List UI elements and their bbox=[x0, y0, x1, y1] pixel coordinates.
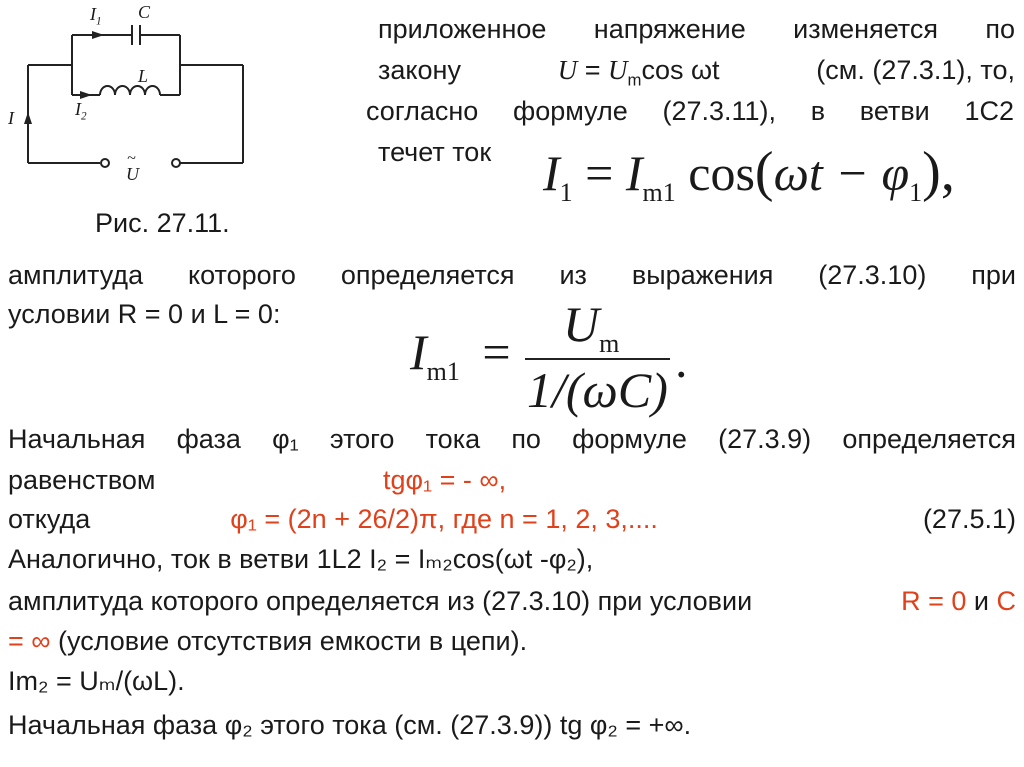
formula-im1-tail: . bbox=[675, 332, 688, 388]
label-i2: $I_2$ bbox=[75, 99, 87, 123]
para1-line1: приложенное напряжение изменяется по bbox=[378, 14, 1015, 44]
formula-im1: $I_{m1}$ = bbox=[410, 324, 511, 386]
para3-line5: амплитуда которого определяется из (27.3.10) при условии R = 0 и C bbox=[8, 586, 1016, 616]
para3-line3: откуда φ₁ = (2n + 26/2)π, где n = 1, 2, 3,.... (27.5.1) bbox=[8, 504, 1016, 534]
para1-line2: закону $U = U_m\cos$ ωt (см. (27.3.1), то, bbox=[378, 55, 1015, 90]
label-i: I bbox=[8, 108, 14, 128]
para2-line2: условии R = 0 и L = 0: bbox=[8, 299, 281, 329]
label-l: L bbox=[138, 66, 149, 86]
para3-line4: Аналогично, ток в ветви 1L2 I₂ = Iₘ₂cos(ωt -φ₂), bbox=[8, 544, 594, 574]
formula-im1-den: 1/(ωC) bbox=[527, 362, 668, 418]
para1-line3: согласно формуле (27.3.11), в ветви 1C2 bbox=[366, 96, 1014, 126]
label-c: C bbox=[138, 2, 151, 22]
para3-line2: равенством tgφ₁ = - ∞, bbox=[8, 465, 507, 495]
label-u: U bbox=[126, 164, 139, 184]
para3-line7: Im₂ = Uₘ/(ωL). bbox=[8, 666, 185, 696]
para3-line6: = ∞ (условие отсутствия емкости в цепи). bbox=[8, 626, 528, 656]
label-u-tilde: ~ bbox=[127, 150, 136, 167]
para3-line8: Начальная фаза φ₂ этого тока (см. (27.3.9)) tg φ₂ = +∞. bbox=[8, 710, 692, 740]
fraction-bar bbox=[525, 358, 670, 360]
para2-line1: амплитуда которого определяется из выражения (27.3.10) при bbox=[8, 260, 1016, 290]
para1-line4: течет ток bbox=[378, 137, 492, 167]
formula-im1-num: $U_m$ bbox=[563, 296, 620, 358]
para3-line1: Начальная фаза φ₁ этого тока по формуле (27.3.9) определяется bbox=[8, 424, 1016, 454]
figure-caption: Рис. 27.11. bbox=[95, 208, 230, 238]
label-i1: $I_1$ bbox=[90, 4, 102, 28]
formula-i1: $I_1 = I_{m1}$ $\cos(\omega t - \varphi_1)$, bbox=[543, 141, 955, 207]
